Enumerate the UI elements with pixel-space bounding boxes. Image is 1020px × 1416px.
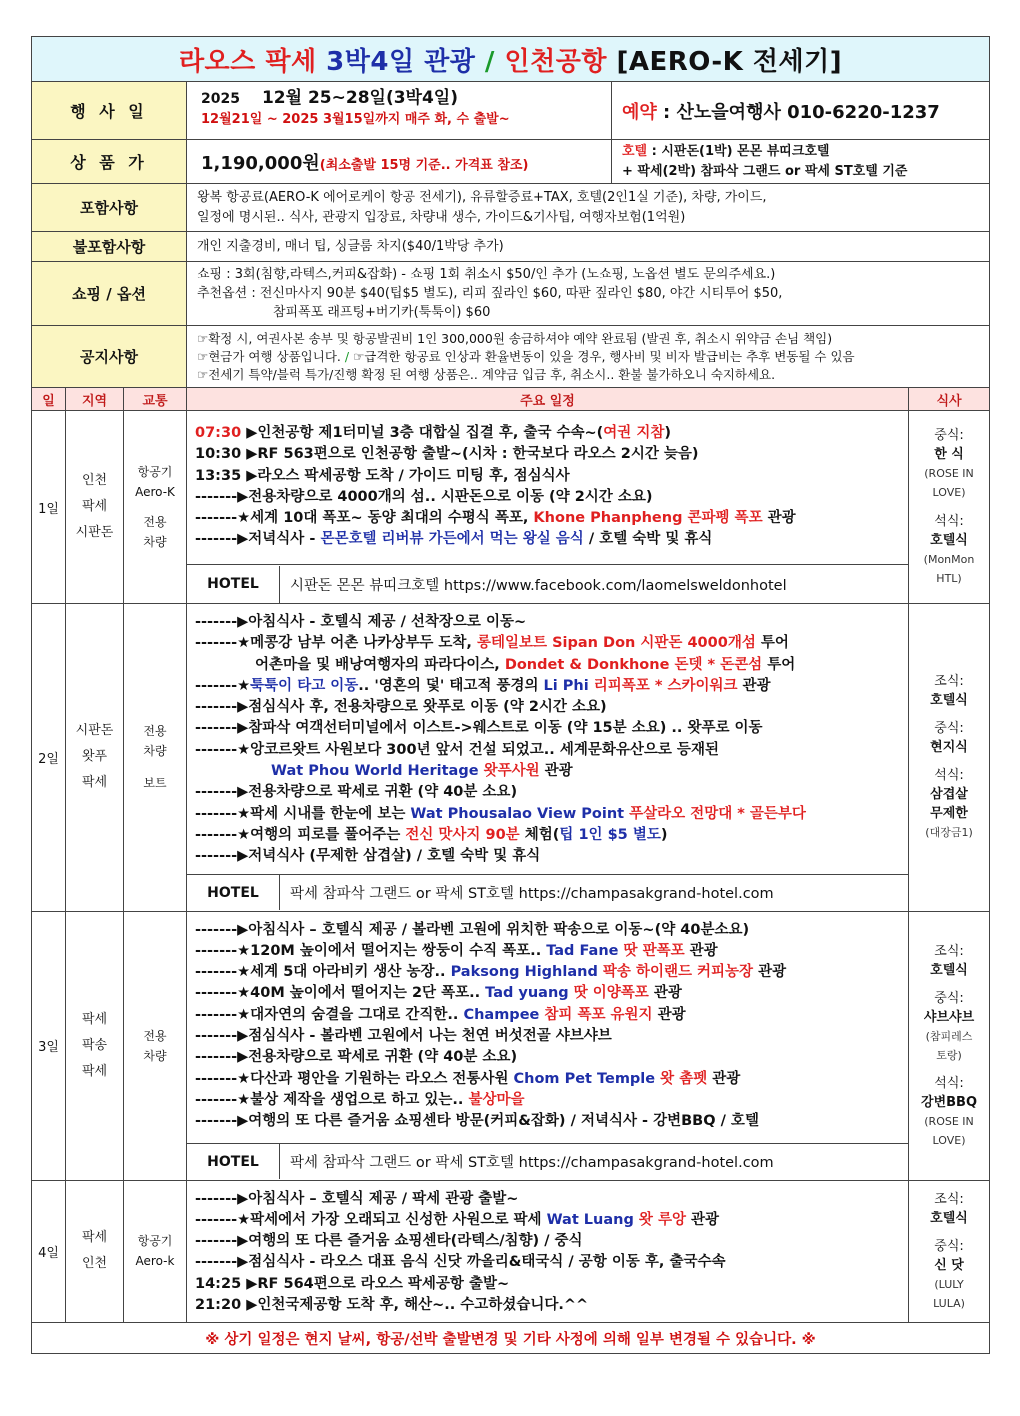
notice-text <box>187 326 990 388</box>
date-main: 12월 25~28일(3박4일) <box>261 88 458 108</box>
schedule-line: -------▶아침식사 – 호텔식 제공 / 팍세 관광 출발~ <box>195 1190 519 1207</box>
region-name: 팍세 <box>81 499 108 514</box>
region-name: 시판돈 <box>75 525 114 540</box>
day4-meals <box>909 1180 990 1323</box>
date-label: 행 사 일 <box>32 82 187 140</box>
transport-line: 항공기 <box>137 465 173 479</box>
region-name: 팍세 <box>81 1063 108 1079</box>
meal-place: (참피레스 <box>925 1029 973 1043</box>
region-name: 팍세 <box>81 1011 108 1027</box>
schedule-line: -------▶참파삭 여객선터미널에서 이스트->웨스트로 이동 (약 15분 소요) .. 왓푸로 이동 <box>195 720 763 737</box>
title-slash: / <box>484 46 495 77</box>
reservation-cell <box>612 82 990 140</box>
day-regions <box>66 411 124 604</box>
hotel-label: HOTEL <box>187 875 280 910</box>
transport-line: 전용 <box>143 724 167 739</box>
meal-type: 석식: <box>934 514 964 529</box>
schedule-line: 어촌마을 및 배낭여행자의 파라다이스, Dondet & Donkhone 돈뎃 * 돈콘섬 투어 <box>255 656 796 673</box>
title-destination: 라오스 팍세 <box>178 46 317 77</box>
meal-place: (MonMon <box>923 553 975 566</box>
reservation-label: 예약 <box>622 101 657 123</box>
notice-line: ☞전세기 특약/블럭 특가/진행 확정 된 여행 상품은.. 계약금 입금 후, 취소시.. 환불 불가하오니 숙지하세요. <box>197 366 776 382</box>
shopping-text <box>187 262 990 326</box>
meal-type: 중식: <box>934 721 964 737</box>
date-year: 2025 <box>201 91 240 107</box>
meal-name: 현지식 <box>930 740 968 756</box>
transport-line: 항공기 <box>137 1234 173 1249</box>
include-line: 왕복 항공료(AERO-K 에어로케이 항공 전세기), 유류할증료+TAX, 호텔(2인1실 기준), 차량, 가이드, <box>197 189 767 205</box>
schedule-line: 10:30 ▶RF 563편으로 인천공항 출발~(시차 : 한국보다 라오스 2시간 늦음) <box>195 446 699 463</box>
meal-name: 삼겹살 <box>930 787 968 803</box>
meal-place: 토랑) <box>936 1048 962 1062</box>
transport-line: Aero-K <box>135 485 175 499</box>
notice-line: ☞확정 시, 여권사본 송부 및 항공발권비 1인 300,000원 송금하셔야 예약 완료됨 (발권 후, 취소시 위약금 손님 책임) <box>197 330 833 346</box>
hotel-row <box>187 565 909 604</box>
day2-schedule <box>187 604 909 875</box>
notice-separator: / <box>340 348 354 364</box>
meal-name: 강변BBQ <box>921 1094 978 1110</box>
day-number: 4일 <box>32 1180 66 1323</box>
hotel-name: 팍세 참파삭 그랜드 or 팍세 ST호텔 https://champasakgrand-hotel.com <box>290 886 774 903</box>
schedule-line: -------▶아침식사 – 호텔식 제공 / 볼라벤 고원에 위치한 팍송으로 이동~(약 40분소요) <box>195 921 750 938</box>
meal-name: 호텔식 <box>930 693 968 709</box>
meal-type: 중식: <box>934 428 964 443</box>
day2-meals <box>909 604 990 912</box>
include-label: 포함사항 <box>32 184 187 232</box>
day3-meals <box>909 911 990 1180</box>
meal-type: 조식: <box>934 674 964 690</box>
day-transport <box>124 411 187 604</box>
region-name: 팍송 <box>81 1037 108 1053</box>
schedule-line: -------▶저녁식사 (무제한 삼겹살) / 호텔 숙박 및 휴식 <box>195 848 541 865</box>
schedule-line: -------★세계 5대 아라비키 생산 농장.. Paksong Highland 팍송 하이랜드 커피농장 관광 <box>195 964 787 981</box>
hotel-row <box>187 1143 909 1180</box>
notice-line: ☞급격한 항공료 인상과 환율변동이 있을 경우, 행사비 및 비자 발급비는 추후 변동될 수 있음 <box>353 348 855 364</box>
schedule-line: 07:30 ▶인천공항 제1터미널 3층 대합실 집결 후, 출국 수속~(여권 지참) <box>195 425 672 441</box>
footer-disclaimer: ※ 상기 일정은 현지 날씨, 항공/선박 출발변경 및 기타 사정에 의해 일부 변경될 수 있습니다. ※ <box>32 1323 990 1354</box>
itinerary-document <box>31 36 989 1354</box>
day1-meals <box>909 411 990 604</box>
notice-label: 공지사항 <box>32 326 187 388</box>
meal-place: (LULY <box>934 1277 964 1291</box>
day-transport <box>124 911 187 1180</box>
schedule-line: -------▶점심식사 - 볼라벤 고원에서 나는 천연 버섯전골 샤브샤브 <box>195 1028 612 1045</box>
schedule-line: 14:25 ▶RF 564편으로 라오스 팍세공항 출발~ <box>195 1275 510 1292</box>
meal-place: HTL) <box>936 572 962 585</box>
region-name: 팍세 <box>81 775 108 791</box>
hotel-name: 팍세 참파삭 그랜드 or 팍세 ST호텔 https://champasakgrand-hotel.com <box>290 1155 774 1172</box>
day-number: 3일 <box>32 911 66 1180</box>
hotel-summary <box>612 140 990 184</box>
meal-place: (ROSE IN <box>924 467 974 480</box>
notice-line: ☞현금가 여행 상품입니다. <box>197 348 341 364</box>
title-charter: [AERO-K 전세기] <box>616 46 843 77</box>
schedule-line: -------▶저녁식사 - 몬몬호텔 리버뷰 가든에서 먹는 왕실 음식 / 호텔 숙박 및 휴식 <box>195 531 713 548</box>
meal-type: 중식: <box>934 1238 964 1254</box>
region-name: 팍세 <box>81 1230 108 1246</box>
option-line: 추천옵션 : 전신마사지 90분 $40(팁$5 별도), 리피 짚라인 $60, 따판 짚라인 $80, 야간 시티투어 $50, <box>197 286 783 301</box>
schedule-line: -------▶여행의 또 다른 즐거움 쇼핑센타(라텍스/침향) / 중식 <box>195 1233 583 1250</box>
transport-line: 전용 <box>143 1028 167 1043</box>
price-label: 상 품 가 <box>32 140 187 184</box>
price-value: 1,190,000원 <box>201 152 320 174</box>
price-cell <box>187 140 612 184</box>
meal-type: 중식: <box>934 990 964 1006</box>
shopping-label: 쇼핑 / 옵션 <box>32 262 187 326</box>
hotel-summary-line2: + 팍세(2박) 참파삭 그랜드 or 팍세 ST호텔 기준 <box>622 163 908 179</box>
header-region: 지역 <box>66 388 124 411</box>
region-name: 인천 <box>81 1256 108 1272</box>
date-departure-range: 12월21일 ~ 2025 3월15일까지 매주 화, 수 출발~ <box>201 112 510 127</box>
meal-place: (대장금1) <box>925 826 973 840</box>
day1-schedule <box>187 411 909 565</box>
schedule-line: -------▶전용차량으로 팍세로 귀환 (약 40분 소요) <box>195 1049 518 1066</box>
day-regions <box>66 604 124 912</box>
header-day: 일 <box>32 388 66 411</box>
day3-schedule <box>187 911 909 1143</box>
itinerary-table <box>31 36 990 1354</box>
day-transport <box>124 604 187 912</box>
schedule-line: Wat Phou World Heritage 왓푸사원 관광 <box>271 763 573 780</box>
schedule-line: -------▶점심식사 - 라오스 대표 음식 신닷 까올리&태국식 / 공항 이동 후, 출국수속 <box>195 1254 726 1271</box>
meal-type: 조식: <box>934 943 964 959</box>
header-transport: 교통 <box>124 388 187 411</box>
schedule-line: -------★불상 제작을 생업으로 하고 있는.. 불상마을 <box>195 1091 525 1108</box>
schedule-line: -------★팍세에서 가장 오래되고 신성한 사원으로 팍세 Wat Luang 왓 루앙 관광 <box>195 1211 720 1228</box>
title-duration: 3박4일 관광 <box>326 46 476 77</box>
price-note: (최소출발 15명 기준.. 가격표 참조) <box>319 157 529 173</box>
schedule-line: -------▶전용차량으로 4000개의 섬.. 시판돈으로 이동 (약 2시간 소요) <box>195 488 653 505</box>
day4-schedule <box>187 1180 909 1323</box>
transport-line: 차량 <box>143 535 167 549</box>
meal-type: 석식: <box>934 1075 964 1091</box>
region-name: 인천 <box>81 473 108 488</box>
title-airport: 인천공항 <box>504 46 607 77</box>
transport-line: 차량 <box>143 744 167 759</box>
transport-line: Aero-k <box>135 1254 175 1269</box>
transport-line: 보트 <box>143 776 167 791</box>
meal-name: 신 닷 <box>934 1257 964 1273</box>
day-regions <box>66 911 124 1180</box>
hotel-label: HOTEL <box>187 1144 280 1179</box>
meal-name: 호텔식 <box>930 1210 968 1226</box>
reservation-contact: : 산노을여행사 010-6220-1237 <box>656 101 940 123</box>
hotel-summary-line1: : 시판돈(1박) 몬몬 뷰띠크호텔 <box>647 143 830 159</box>
day-transport <box>124 1180 187 1323</box>
meal-name: 샤브샤브 <box>923 1009 975 1025</box>
meal-place: LOVE) <box>932 486 966 499</box>
meal-name: 호텔식 <box>930 533 968 548</box>
meal-name: 호텔식 <box>930 962 968 978</box>
date-cell <box>187 82 612 140</box>
include-text <box>187 184 990 232</box>
schedule-line: 13:35 ▶라오스 팍세공항 도착 / 가이드 미팅 후, 점심식사 <box>195 467 570 484</box>
schedule-line: -------★40M 높이에서 떨어지는 2단 폭포.. Tad yuang 땃 이양폭포 관광 <box>195 985 682 1002</box>
schedule-line: -------▶여행의 또 다른 즐거움 쇼핑센타 방문(커피&잡화) / 저녁식사 - 강변BBQ / 호텔 <box>195 1113 759 1130</box>
region-name: 왓푸 <box>81 749 108 765</box>
transport-line: 전용 <box>143 515 167 529</box>
meal-type: 조식: <box>934 1191 964 1207</box>
meal-place: LOVE) <box>932 1133 966 1147</box>
schedule-line: -------★세계 10대 폭포~ 동양 최대의 수평식 폭포, Khone Phanpheng 콘파펭 폭포 관광 <box>195 510 796 527</box>
schedule-line: 21:20 ▶인천국제공항 도착 후, 해산~.. 수고하셨습니다.^^ <box>195 1297 589 1314</box>
exclude-label: 불포함사항 <box>32 232 187 262</box>
schedule-line: -------★툭툭이 타고 이동.. '영혼의 덫' 태고적 풍경의 Li Phi 리피폭포 * 스카이워크 관광 <box>195 677 771 694</box>
header-schedule: 주요 일정 <box>187 388 909 411</box>
meal-name: 한 식 <box>934 447 964 462</box>
schedule-line: -------★120M 높이에서 떨어지는 쌍둥이 수직 폭포.. Tad Fane 땃 판폭포 관광 <box>195 942 718 959</box>
include-line: 일정에 명시된.. 식사, 관광지 입장료, 차량내 생수, 가이드&기사팁, 여행자보험(1억원) <box>197 209 686 225</box>
schedule-line: -------▶아침식사 - 호텔식 제공 / 선착장으로 이동~ <box>195 614 527 630</box>
option-line: 참피폭포 래프팅+버기카(툭툭이) $60 <box>273 305 491 320</box>
schedule-line: -------★여행의 피로를 풀어주는 전신 맛사지 90분 체험(팁 1인 $5 별도) <box>195 826 668 843</box>
schedule-line: -------★다산과 평안을 기원하는 라오스 전통사원 Chom Pet Temple 왓 촘펫 관광 <box>195 1070 741 1087</box>
day-number: 2일 <box>32 604 66 912</box>
schedule-line: -------★메콩강 남부 어촌 나카상부두 도착, 롱테일보트 Sipan Don 시판돈 4000개섬 투어 <box>195 635 789 652</box>
exclude-text: 개인 지출경비, 매너 팁, 싱글룸 차지($40/1박당 추가) <box>187 232 990 262</box>
meal-place: (ROSE IN <box>924 1114 974 1128</box>
hotel-summary-label: 호텔 <box>622 143 648 159</box>
hotel-row-inner <box>187 875 908 910</box>
transport-line: 차량 <box>143 1048 167 1063</box>
header-meal: 식사 <box>909 388 990 411</box>
hotel-name: 시판돈 몬몬 뷰띠크호텔 https://www.facebook.com/laomelsweldonhotel <box>290 577 787 594</box>
meal-place: LULA) <box>933 1296 965 1310</box>
hotel-row <box>187 874 909 911</box>
day-number: 1일 <box>32 411 66 604</box>
schedule-line: -------★팍세 시내를 한눈에 보는 Wat Phousalao View Point 푸살라오 전망대 * 골든부다 <box>195 805 806 822</box>
schedule-line: -------▶점심식사 후, 전용차량으로 왓푸로 이동 (약 2시간 소요) <box>195 699 607 716</box>
meal-type: 석식: <box>934 768 964 784</box>
shopping-note: (노쇼핑, 노옵션 별도 문의주세요.) <box>577 267 776 282</box>
schedule-line: -------★대자연의 숨결을 그대로 간직한.. Champee 참피 폭포 유원지 관광 <box>195 1006 686 1023</box>
document-title <box>32 37 990 82</box>
hotel-label: HOTEL <box>187 566 280 603</box>
region-name: 시판돈 <box>75 723 114 739</box>
day-regions <box>66 1180 124 1323</box>
shopping-line: 쇼핑 : 3회(침향,라텍스,커피&잡화) - 쇼핑 1회 취소시 $50/인 추가 <box>197 267 578 282</box>
hotel-row-inner <box>187 1144 908 1179</box>
meal-name: 무제한 <box>930 806 968 822</box>
hotel-row-inner <box>187 566 908 603</box>
schedule-line: -------★앙코르왓트 사원보다 300년 앞서 건설 되었고.. 세계문화유산으로 등재된 <box>195 741 719 758</box>
schedule-line: -------▶전용차량으로 팍세로 귀환 (약 40분 소요) <box>195 784 518 801</box>
